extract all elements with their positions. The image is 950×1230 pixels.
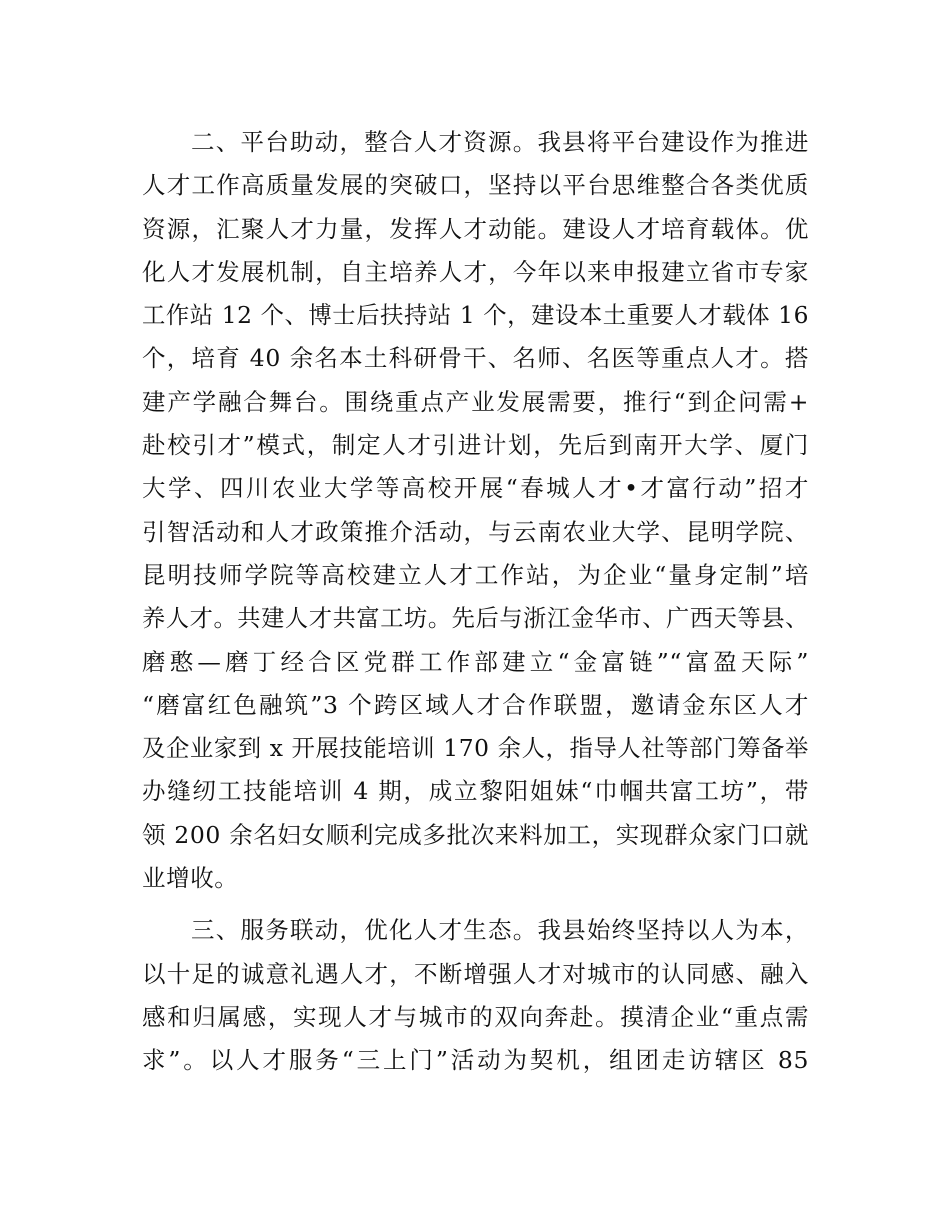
text-line: 养人才。共建人才共富工坊。先后与浙江金华市、广西天等县、 [142, 604, 809, 633]
text-line: 三、服务联动，优化人才生态。我县始终坚持以人为本， [191, 916, 809, 945]
text-line: 办缝纫工技能培训 4 期，成立黎阳姐妹“巾帼共富工坊”，带 [142, 777, 809, 806]
text-line: 大学、四川农业大学等高校开展“春城人才•才富行动”招才 [142, 474, 809, 503]
text-line: 以十足的诚意礼遇人才，不断增强人才对城市的认同感、融入 [142, 959, 809, 988]
text-line: “磨富红色融筑”3 个跨区域人才合作联盟，邀请金东区人才 [142, 690, 809, 719]
paragraph-section-2 [142, 121, 809, 900]
text-line: 引智活动和人才政策推介活动，与云南农业大学、昆明学院、 [142, 517, 809, 546]
text-line: 人才工作高质量发展的突破口，坚持以平台思维整合各类优质 [142, 171, 809, 200]
text-line: 及企业家到 x 开展技能培训 170 余人，指导人社等部门筹备举 [142, 734, 809, 763]
text-line: 工作站 12 个、博士后扶持站 1 个，建设本土重要人才载体 16 [142, 301, 809, 330]
text-line: 求”。以人才服务“三上门”活动为契机，组团走访辖区 85 [142, 1046, 809, 1075]
text-line: 资源，汇聚人才力量，发挥人才动能。建设人才培育载体。优 [142, 214, 809, 243]
text-line: 二、平台助动，整合人才资源。我县将平台建设作为推进 [191, 128, 809, 156]
text-line: 赴校引才”模式，制定人才引进计划，先后到南开大学、厦门 [142, 431, 809, 460]
text-line: 磨憨—磨丁经合区党群工作部建立“金富链”“富盈天际” [142, 647, 809, 676]
document-page [142, 121, 809, 1092]
text-line: 化人才发展机制，自主培养人才，今年以来申报建立省市专家 [142, 257, 809, 286]
text-line: 领 200 余名妇女顺利完成多批次来料加工，实现群众家门口就 [142, 820, 809, 849]
text-line: 感和归属感，实现人才与城市的双向奔赴。摸清企业“重点需 [142, 1002, 809, 1031]
text-line: 建产学融合舞台。围绕重点产业发展需要，推行“到企问需+ [142, 387, 809, 416]
text-line: 昆明技师学院等高校建立人才工作站，为企业“量身定制”培 [142, 560, 809, 589]
text-line: 业增收。 [142, 864, 239, 893]
text-line: 个，培育 40 余名本土科研骨干、名师、名医等重点人才。搭 [142, 344, 809, 373]
paragraph-section-3 [142, 909, 809, 1082]
